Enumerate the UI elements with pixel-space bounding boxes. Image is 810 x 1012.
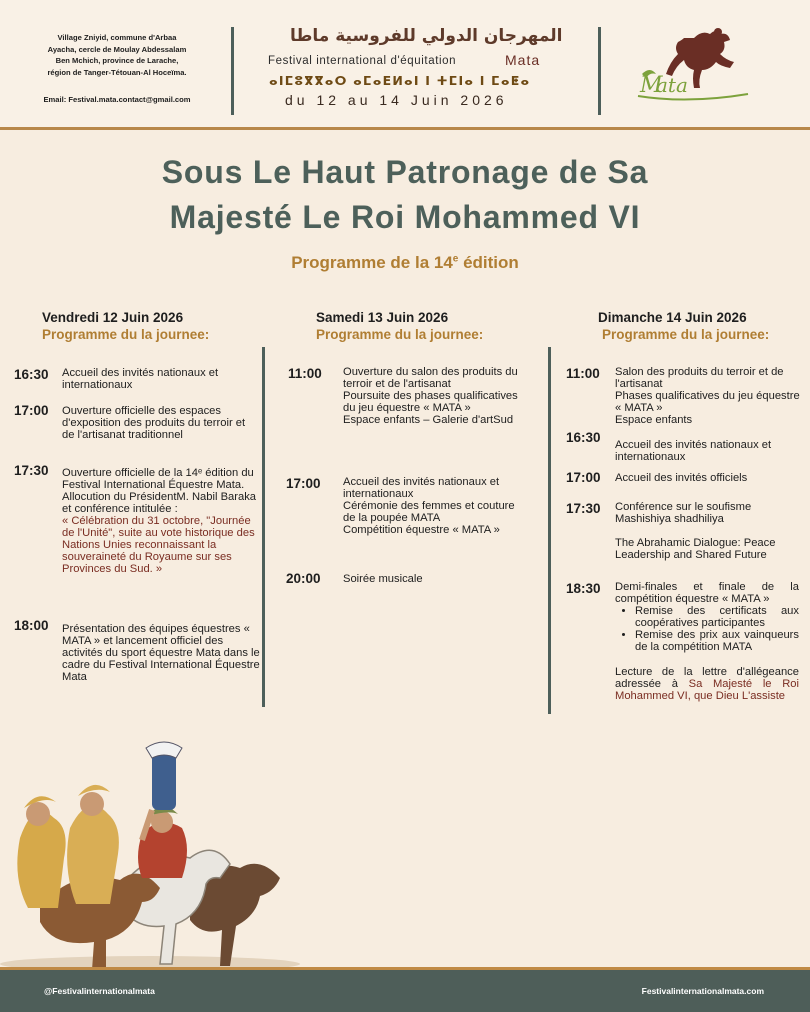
event-time: 11:00 [566, 366, 600, 381]
event-description: Accueil des invités nationaux et internationaux Cérémonie des femmes et couture de la poupée MATA Compétition équestre « MATA » [343, 476, 515, 536]
address-line: Ayacha, cercle de Moulay Abdessalam [47, 44, 187, 54]
event-description: Soirée musicale [343, 573, 423, 585]
event-description: Accueil des invités nationaux et internationaux [615, 439, 772, 463]
event-bullet: • Remise des certificats aux coopératives participantes [635, 605, 799, 629]
event-description-block [615, 501, 805, 561]
event-time: 17:00 [566, 470, 601, 485]
title-line: Majesté Le Roi Mohammed VI [169, 199, 641, 235]
address-line: région de Tanger-Tétouan-Al Hoceïma. [47, 67, 187, 77]
day2-program-label: Programme du la journee: [316, 327, 484, 342]
event-description-block [62, 467, 260, 575]
event-time: 16:30 [14, 367, 49, 382]
event-description-block [615, 581, 799, 702]
website-link[interactable]: Festivalinternationalmata.com [641, 986, 764, 996]
event-time: 17:30 [14, 463, 49, 478]
event-description: Conférence sur le soufisme Mashishiya shadhiliya [615, 501, 752, 525]
event-description: Ouverture officielle de la 14ᵉ édition du Festival International Équestre Mata. Allocution du PrésidentM. Nabil Baraka et conférence intitulée : [62, 467, 257, 515]
closing-text: Lecture de la lettre d'allégeance adressée à [615, 666, 799, 690]
event-description: Ouverture du salon des produits du terroir et de l'artisanat Poursuite des phases qualificatives du jeu équestre « MATA » Espace enfants – Galerie d'artSud [343, 366, 518, 426]
address-line: Ben Mchich, province de Larache, [55, 56, 179, 65]
day2-date: Samedi 13 Juin 2026 [316, 310, 449, 325]
subtitle-text: Programme de la 14 [291, 253, 453, 272]
svg-text:M: M [640, 73, 663, 98]
event-time: 17:00 [14, 403, 49, 418]
horse-riders-illustration [0, 738, 300, 970]
festival-name-mata: Mata [505, 52, 541, 68]
email-address[interactable]: Email: Festival.mata.contact@gmail.com [43, 95, 191, 104]
mata-horse-logo [632, 26, 762, 104]
event-time: 17:30 [566, 501, 601, 516]
event-description: Présentation des équipes équestres « MATA » et lancement officiel des activités du sport équestre Mata dans le cadre du Festival International Équestre Mata [62, 623, 260, 683]
closing-highlight: Sa Majesté le Roi Mohammed VI, que Dieu L'assiste [615, 678, 799, 702]
arabic-festival-title: المهرجان الدولي للفروسية ماطا [290, 26, 563, 46]
event-description: Salon des produits du terroir et de l'artisanat Phases qualificatives du jeu équestre « MATA » Espace enfants [615, 366, 800, 426]
event-bullet: • Remise des prix aux vainqueurs de la compétition MATA [635, 629, 799, 653]
festival-dates: du 12 au 14 Juin 2026 [285, 92, 508, 108]
event-description: Accueil des invités nationaux et internationaux [62, 367, 219, 391]
event-description: Accueil des invités officiels [615, 472, 748, 484]
event-bullet-list [635, 605, 799, 653]
event-time: 18:30 [566, 581, 601, 596]
event-time: 16:30 [566, 430, 601, 445]
address-line: Village Zniyid, commune d'Arbaa [57, 33, 177, 42]
event-time: 20:00 [286, 571, 321, 586]
event-time: 18:00 [14, 618, 49, 633]
address-block [24, 32, 210, 78]
event-description: Ouverture officielle des espaces d'exposition des produits du terroir et de l'artisanat traditionnel [62, 405, 246, 441]
event-time: 17:00 [286, 476, 321, 491]
event-extra: The Abrahamic Dialogue: Peace Leadership and Shared Future [615, 537, 776, 561]
svg-text:ata: ata [656, 73, 688, 97]
header-divider [231, 27, 234, 115]
edition-subtitle [0, 253, 810, 273]
subtitle-text: édition [458, 253, 519, 272]
page-title [60, 150, 750, 240]
header-divider [598, 27, 601, 115]
header-banner [0, 0, 810, 130]
title-line: Sous Le Haut Patronage de Sa [161, 154, 649, 190]
day1-date: Vendredi 12 Juin 2026 [42, 310, 184, 325]
event-closing [615, 666, 799, 702]
day3-date: Dimanche 14 Juin 2026 [598, 310, 747, 325]
event-highlight: « Célébration du 31 octobre, "Journée de l'Unité", suite au vote historique des Nations Unies reconnaissant la souveraineté du Royaume sur ses Provinces du Sud. » [62, 515, 255, 575]
tifinagh-festival-title: ⴰⵏⵎⵓⴳⴳⴰⵔ ⴰⵎⴰⴹⵍⴰⵏ ⵏ ⵜⵎⵏⴰ ⵏ ⵎⴰⵟⴰ [269, 73, 531, 88]
footer-bar [0, 967, 810, 1012]
subtitle-superscript: e [452, 253, 459, 265]
column-divider [262, 347, 265, 707]
social-handle[interactable]: @Festivalinternationalmata [44, 986, 155, 996]
day1-program-label: Programme du la journee: [42, 327, 210, 342]
event-description: Demi-finales et finale de la compétition équestre « MATA » [615, 581, 799, 605]
event-time: 11:00 [288, 366, 322, 381]
column-divider [548, 347, 551, 714]
festival-name-fr: Festival international d'équitation [268, 55, 457, 67]
day3-program-label: Programme du la journee: [602, 327, 770, 342]
